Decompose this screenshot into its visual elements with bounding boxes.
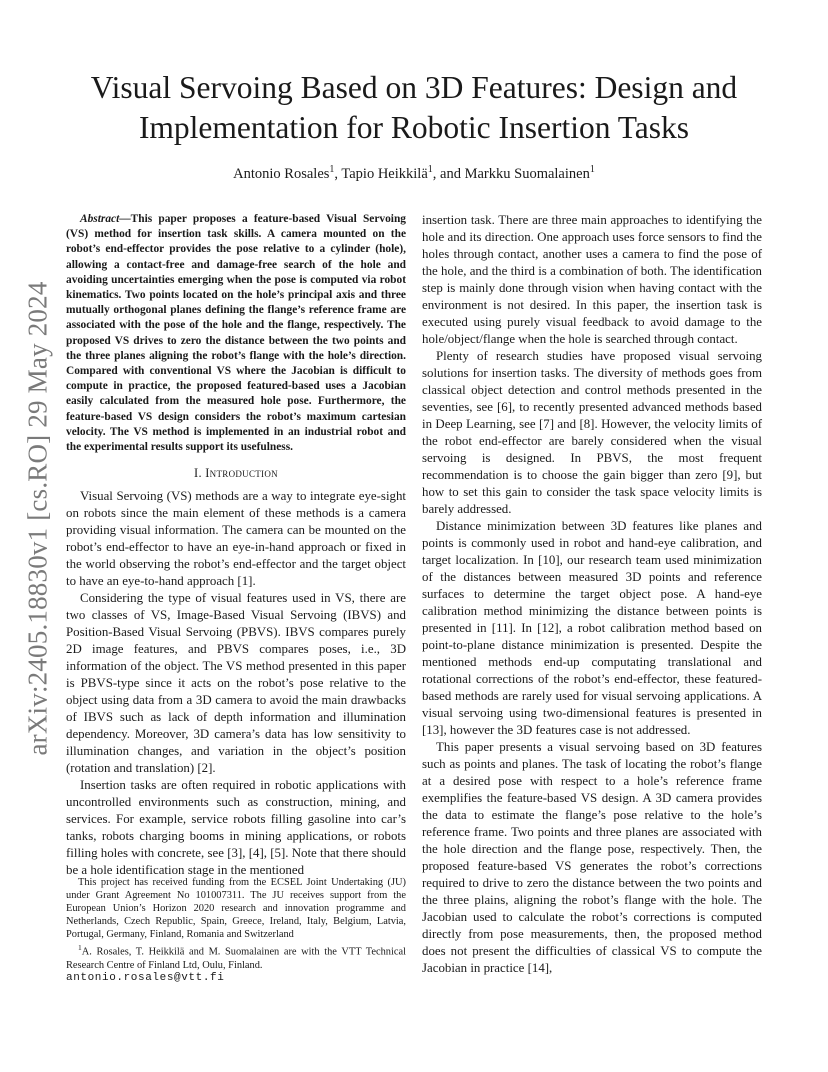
author-name: Tapio Heikkilä [341, 165, 428, 182]
footnote-funding: This project has received funding from the ECSEL Joint Undertaking (JU) under Grant Agreement No 101007311. The JU receives support from the European Union’s Horizon 2020 research and innovation programme and Netherlands, Czech Republic, Spain, Greece, Ireland, Italy, Belgium, Latvia, Portugal, Germany, Finland, Romania and Switzerland [66, 877, 406, 941]
abstract-label: Abstract [80, 213, 120, 225]
paragraph: Insertion tasks are often required in robotic applications with uncontrolled environments such as construction, mining, and services. For example, service robots filling gasoline into car’s tanks, robots charging booms in mining applications, or robots filling holes with concrete, see [3], [4], [5]. Note that there should be a hole identification stage in the mentioned [66, 778, 406, 878]
right-column [422, 212, 762, 977]
footnotes [66, 876, 406, 985]
author-name: Markku Suomalainen [464, 165, 590, 182]
arxiv-stamp [22, 278, 54, 758]
section-heading-introduction: I. Introduction [194, 466, 278, 481]
title-line-2: Implementation for Robotic Insertion Tasks [138, 110, 690, 145]
paragraph: Distance minimization between 3D features like planes and points is commonly used in robot and hand-eye calibration, and target localization. In [10], our research team used minimization of the distances between measured 3D points and reference surfaces to determine the target object pose. A hand-eye calibration method minimizing the distance between points is presented in [11]. In [12], a robot calibration method based on point-to-plane distance minimization is presented. Despite the mentioned methods end-up computating translational and rotational corrections of the robot’s end-effector, these featured-based methods are rarely used for visual servoing applications. A visual servoing using two-dimensional features is presented in [13], however the 3D features case is not addressed. [422, 519, 762, 737]
paper-title [60, 68, 768, 148]
abstract-text: This paper proposes a feature-based Visual Servoing (VS) method for insertion task skills. A camera mounted on the robot’s end-effector provides the pose relative to a cylinder (hole), allowing a contact-free and damage-free search of the hole and avoiding uncertainties emerging when the pose is computed via robot kinematics. Two points located on the hole’s principal axis and three mutually orthogonal planes defining the flange’s reference frame are associated with the pose of the hole and the flange, respectively. The proposed VS drives to zero the distance between the two points and the three planes aligning the robot’s flange with the hole’s direction. Compared with conventional VS where the Jacobian is difficult to compute in practice, the proposed featured-based uses a Jacobian easily calculated from the measured hole pose. Furthermore, the feature-based VS design considers the robot’s maximum cartesian velocity. The VS method is implemented in an industrial robot and the experimental results support its usefulness. [66, 213, 406, 454]
footnote-mark: 1 [78, 943, 82, 953]
author-affil-mark: 1 [329, 164, 335, 175]
paragraph: Plenty of research studies have proposed visual servoing solutions for insertion tasks. The diversity of methods goes from classical object detection and control methods presented in the seventies, see [6], to recently presented advanced methods based in Deep Learning, see [7] and [8]. However, the velocity limits of the robot end-effector are barely considered when the visual servoing is designed. In PBVS, the most frequent recommendation is to choose the gain bigger than zero [9], but how to set this gain to consider the task space velocity limits is barely addressed. [422, 349, 762, 516]
author-sep: , and [432, 165, 465, 182]
left-column [66, 212, 406, 879]
title-line-1: Visual Servoing Based on 3D Features: Design and [90, 70, 738, 105]
author-affil-mark: 1 [589, 164, 595, 175]
paragraph-continued: insertion task. There are three main approaches to identifying the hole and its direction. One approach uses force sensors to find the holes through contact, another uses a camera to find the pose of the hole, and the third is a combination of both. The identification step is mainly done through vision when having contact with the environment is not desired. In this paper, the insertion task is executed using purely visual feedback to avoid damage to the hole/object/flange when the hole is searched through contact. [422, 213, 762, 346]
footnote-affiliation-text: A. Rosales, T. Heikkilä and M. Suomalainen are with the VTT Technical Research Centre of Finland Ltd, Oulu, Finland. [66, 946, 406, 972]
author-list [60, 160, 768, 184]
author-email: antonio.rosales@vtt.fi [66, 972, 225, 985]
author-sep: , [334, 165, 342, 182]
paragraph: This paper presents a visual servoing based on 3D features such as points and planes. The task of locating the robot’s flange at a desired pose with respect to a hole’s reference frame exemplifies the feature-based VS design. A 3D camera provides the data to estimate the flange’s pose relative to the hole’s reference frame. Two points and three planes are associated with the hole direction and the flange pose, respectively. Then, the proposed feature-based VS generates the robot’s corrections required to drive to zero the distance between the two points and the three plains, aligning the robot’s flange with the hole. The Jacobian used to calculate the robot’s corrections is computed directly from pose measurements, then, the proposed method does not present the difficulties of classical VS to compute the Jacobian in practice [14], [422, 740, 762, 975]
abstract-dash: — [119, 213, 131, 225]
author-affil-mark: 1 [427, 164, 433, 175]
author-name: Antonio Rosales [233, 165, 330, 182]
paragraph: Visual Servoing (VS) methods are a way to integrate eye-sight on robots since the main element of these methods is a camera providing visual information. The camera can be mounted on the robot’s end-effector to have an eye-in-hand approach or fixed in the world observing the robot’s end-effector and the target object to have an eye-to-hand approach [1]. [66, 489, 406, 589]
footnote-affiliation [66, 941, 406, 972]
paragraph: Considering the type of visual features used in VS, there are two classes of VS, Image-Based Visual Servoing (IBVS) and Position-Based Visual Servoing (PBVS). IBVS compares purely 2D image features, and PBVS compares poses, i.e., 3D information of the object. The VS method presented in this paper is PBVS-type since it acts on the robot’s pose relative to the object using data from a 3D camera to avoid the main drawbacks of IBVS such as lack of depth information and illumination dependency. Moreover, 3D camera’s data has low sensitivity to illumination changes, and variation in the object’s position (rotation and translation) [2]. [66, 591, 406, 776]
abstract [66, 212, 406, 455]
arxiv-stamp-text: arXiv:2405.18830v1 [cs.RO] 29 May 2024 [22, 280, 53, 756]
